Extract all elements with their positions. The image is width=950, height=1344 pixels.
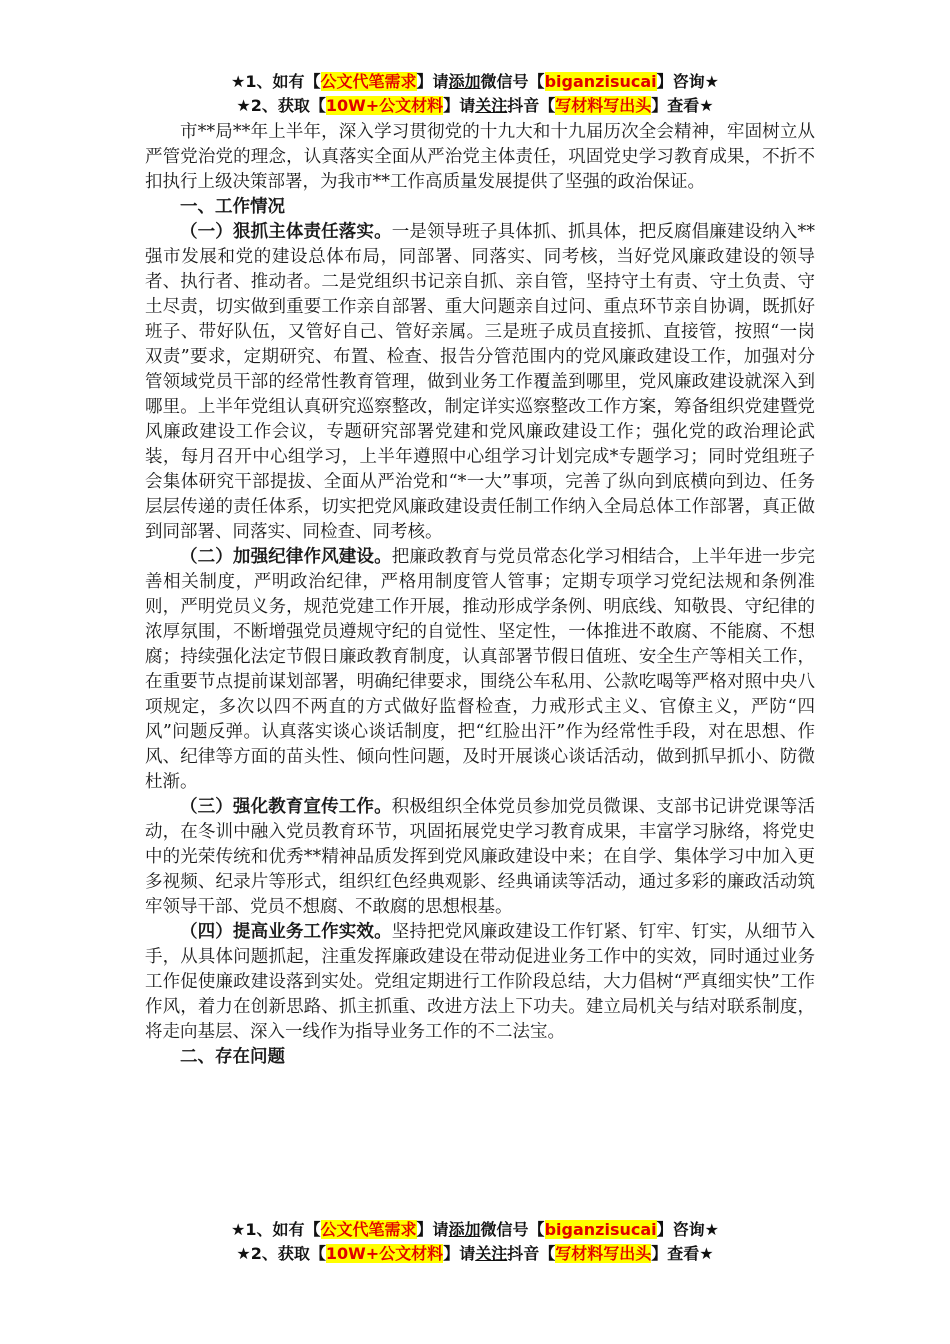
item-text: 积极组织全体党员参加党员微课、支部书记讲党课等活动，在冬训中融入党员教育环节，巩固拓展党史学习教育成果，丰富学习脉络，将党史中的光荣传统和优秀**精神品质发挥到党风廉政建设中来；在自学、集体学习中加入更多视频、纪录片等形式，组织红色经典观影、经典诵读等活动，通过多彩的廉政活动筑牢领导干部、党员不想腐、不敢腐的思想根基。 xyxy=(145,797,816,917)
ad-text: 】请 xyxy=(443,1244,476,1263)
ad-text: 】查看★ xyxy=(651,1244,714,1263)
ad-highlight: 10W+公文材料 xyxy=(325,1244,444,1263)
ad-text: 】请 xyxy=(443,96,476,115)
ad-text: ★1、如有【 xyxy=(231,1220,321,1239)
document-body xyxy=(145,120,815,1070)
ad-line-1 xyxy=(0,70,950,94)
ad-underline: 添加 xyxy=(448,1220,481,1239)
ad-line-2 xyxy=(0,94,950,118)
ad-text: 】咨询★ xyxy=(656,72,719,91)
ad-text: ★2、获取【 xyxy=(236,1244,326,1263)
item-paragraph xyxy=(145,220,815,545)
item-paragraph xyxy=(145,795,815,920)
item-paragraph xyxy=(145,920,815,1045)
item-paragraph xyxy=(145,545,815,795)
item-title: （三）强化教育宣传工作。 xyxy=(180,797,392,817)
item-text: 一是领导班子具体抓、抓具体，把反腐倡廉建设纳入**强市发展和党的建设总体布局，同部署、同落实、同考核，当好党风廉政建设的领导者、执行者、推动者。二是党组织书记亲自抓、亲自管，坚持守土有责、守土负责、守土尽责，切实做到重要工作亲自部署、重大问题亲自过问、重点环节亲自协调，既抓好班子、带好队伍，又管好自己、管好亲属。三是班子成员直接抓、直接管，按照“一岗双责”要求，定期研究、布置、检查、报告分管范围内的党风廉政建设工作，加强对分管领域党员干部的经常性教育管理，做到业务工作覆盖到哪里，党风廉政建设就深入到哪里。上半年党组认真研究巡察整改，制定详实巡察整改工作方案，筹备组织党建暨党风廉政建设工作会议，专题研究部署党建和党风廉政建设工作；强化党的政治理论武装，每月召开中心组学习，上半年遵照中心组学习计划完成*专题学习；同时党组班子会集体研究干部提拔、全面从严治党和“*一大”事项，完善了纵向到底横向到边、任务层层传递的责任体系，切实把党风廉政建设责任制工作纳入全局总体工作部署，真正做到同部署、同落实、同检查、同考核。 xyxy=(145,222,816,542)
ad-highlight: 写材料写出头 xyxy=(555,96,652,115)
item-title: （一）狠抓主体责任落实。 xyxy=(180,222,392,242)
ad-line-2-footer xyxy=(0,1242,950,1266)
ad-text: ★2、获取【 xyxy=(236,96,326,115)
ad-underline: 添加 xyxy=(448,72,481,91)
ad-highlight: 10W+公文材料 xyxy=(325,96,444,115)
ad-underline: 关注 xyxy=(475,1244,508,1263)
ad-text: 】请 xyxy=(416,72,449,91)
ad-text: 抖音【 xyxy=(507,96,556,115)
ad-highlight: biganzisucai xyxy=(544,1220,657,1239)
item-text: 把廉政教育与党员常态化学习相结合，上半年进一步完善相关制度，严明政治纪律，严格用制度管人管事；定期专项学习党纪法规和条例准则，严明党员义务，规范党建工作开展，推动形成学条例、明底线、知敬畏、守纪律的浓厚氛围，不断增强党员遵规守纪的自觉性、坚定性，一体推进不敢腐、不能腐、不想腐；持续强化法定节假日廉政教育制度，认真部署节假日值班、安全生产等相关工作，在重要节点提前谋划部署，明确纪律要求，围绕公车私用、公款吃喝等严格对照中央八项规定，多次以四不两直的方式做好监督检查，力戒形式主义、官僚主义，严防“四风”问题反弹。认真落实谈心谈话制度，把“红脸出汗”作为经常性手段，对在思想、作风、纪律等方面的苗头性、倾向性问题，及时开展谈心谈话活动，做到抓早抓小、防微杜渐。 xyxy=(145,547,816,792)
item-title: （四）提高业务工作实效。 xyxy=(180,922,392,942)
ad-highlight: biganzisucai xyxy=(544,72,657,91)
item-text: 坚持把党风廉政建设工作钉紧、钉牢、钉实，从细节入手，从具体问题抓起，注重发挥廉政建设在带动促进业务工作中的实效，同时通过业务工作促使廉政建设落到实处。党组定期进行工作阶段总结，大力倡树“严真细实快”工作作风，着力在创新思路、抓主抓重、改进方法上下功夫。建立局机关与结对联系制度，将走向基层、深入一线作为指导业务工作的不二法宝。 xyxy=(145,922,816,1042)
ad-text: 】请 xyxy=(416,1220,449,1239)
ad-text: 微信号【 xyxy=(480,1220,545,1239)
ad-text: 】咨询★ xyxy=(656,1220,719,1239)
ad-text: 抖音【 xyxy=(507,1244,556,1263)
section-heading-2: 二、存在问题 xyxy=(180,1047,285,1067)
item-title: （二）加强纪律作风建设。 xyxy=(180,547,392,567)
ad-text: 微信号【 xyxy=(480,72,545,91)
ad-line-1-footer xyxy=(0,1218,950,1242)
ad-highlight: 公文代笔需求 xyxy=(320,72,417,91)
section-heading-1: 一、工作情况 xyxy=(180,197,285,217)
ad-highlight: 公文代笔需求 xyxy=(320,1220,417,1239)
ad-text: ★1、如有【 xyxy=(231,72,321,91)
ad-highlight: 写材料写出头 xyxy=(555,1244,652,1263)
ad-text: 】查看★ xyxy=(651,96,714,115)
ad-underline: 关注 xyxy=(475,96,508,115)
intro-paragraph: 市**局**年上半年，深入学习贯彻党的十九大和十九届历次全会精神，牢固树立从严管党治党的理念，认真落实全面从严治党主体责任，巩固党史学习教育成果，不折不扣执行上级决策部署，为我市**工作高质量发展提供了坚强的政治保证。 xyxy=(145,122,815,192)
